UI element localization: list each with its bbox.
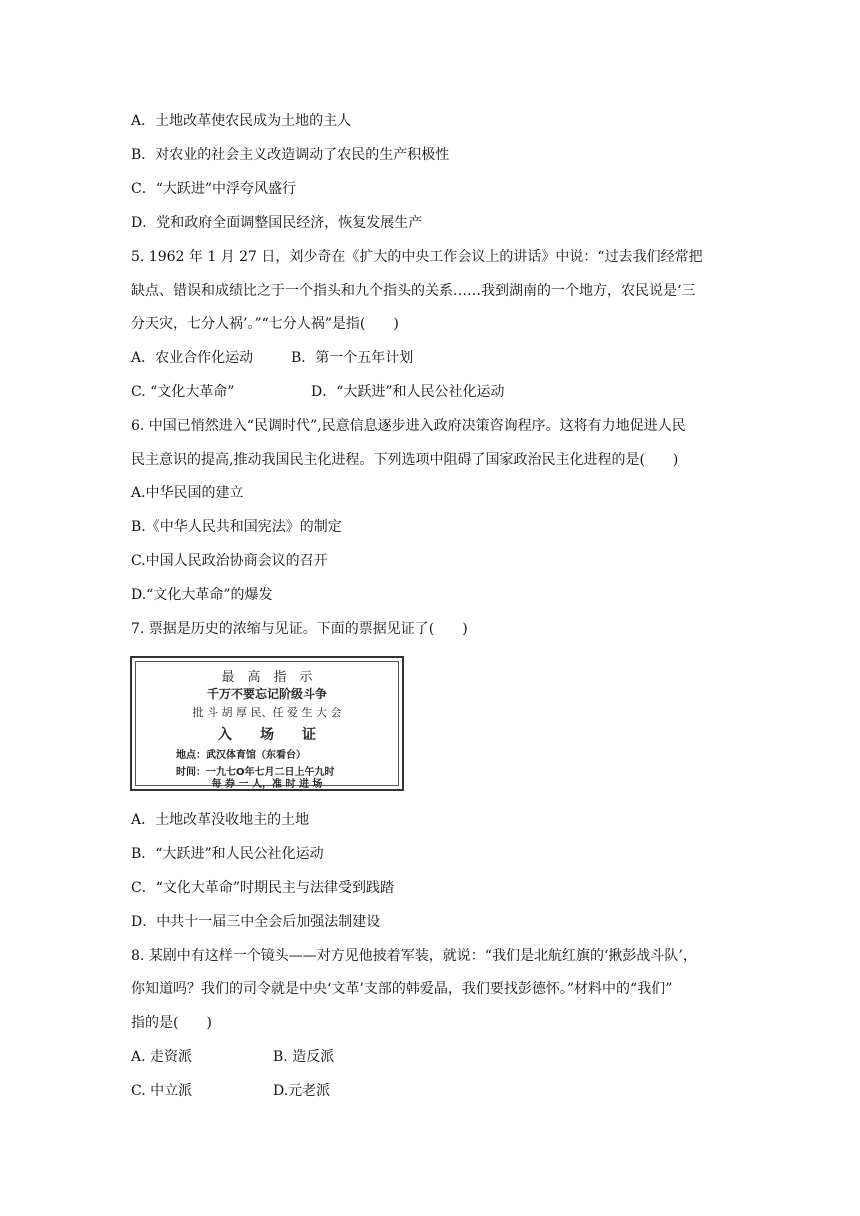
q8-stem-line-3: 指的是( )	[131, 1015, 212, 1031]
q4-option-d: D．党和政府全面调整国民经济，恢复发展生产	[131, 215, 423, 231]
q4-option-c: C．“大跃进”中浮夸风盛行	[131, 181, 297, 197]
q6-option-d: D.“文化大革命”的爆发	[131, 587, 273, 603]
q4-option-a: A．土地改革使农民成为土地的主人	[131, 113, 352, 129]
q5-stem-line-3: 分天灾，七分人祸’。”“七分人祸”是指( )	[131, 316, 399, 332]
ticket-title: 入 场 证	[218, 727, 316, 743]
q7-option-d: D．中共十一届三中全会后加强法制建设	[131, 914, 381, 930]
admission-ticket-image	[130, 656, 404, 791]
q6-option-a: A.中华民国的建立	[131, 485, 244, 501]
q8-option-b: B. 造反派	[273, 1049, 335, 1065]
q8-stem-line-2: 你知道吗？我们的司令就是中央‘文革’支部的韩爱晶，我们要找彭德怀。”材料中的“我们”	[131, 981, 673, 997]
ticket-inner-border	[135, 661, 399, 790]
q5-option-c: C. “文化大革命”	[131, 384, 235, 400]
q5-option-b: B．第一个五年计划	[291, 350, 414, 366]
q5-stem-line-1: 5. 1962 年 1 月 27 日，刘少奇在《扩大的中央工作会议上的讲话》中说：“过去我们经常把	[131, 249, 703, 265]
q6-option-c: C.中国人民政治协商会议的召开	[131, 553, 328, 569]
q7-stem: 7. 票据是历史的浓缩与见证。下面的票据见证了( )	[131, 621, 468, 637]
ticket-time: 时间：一九七O年七月二日上午九时	[176, 767, 335, 778]
q8-option-c: C. 中立派	[131, 1083, 193, 1099]
q6-stem-line-1: 6. 中国已悄然进入“民调时代”,民意信息逐步进入政府决策咨询程序。这将有力地促进人民	[131, 418, 686, 434]
ticket-location: 地点：武汉体育馆（东看台）	[176, 750, 306, 761]
q6-option-b: B.《中华人民共和国宪法》的制定	[131, 519, 342, 535]
q8-stem-line-1: 8. 某剧中有这样一个镜头——对方见他披着军装，就说：“我们是北航红旗的‘揪彭战斗队’，	[131, 948, 697, 964]
q5-stem-line-2: 缺点、错误和成绩比之于一个指头和九个指头的关系……我到湖南的一个地方，农民说是‘三	[131, 283, 696, 299]
q4-option-b: B．对农业的社会主义改造调动了农民的生产积极性	[131, 147, 450, 163]
ticket-note: 每 券 一 人，准 时 进 场	[211, 779, 323, 790]
q6-stem-line-2: 民主意识的提高,推动我国民主化进程。下列选项中阻碍了国家政治民主化进程的是( )	[131, 452, 679, 468]
q8-option-a: A. 走资派	[131, 1049, 193, 1065]
ticket-heading: 最 高 指 示	[221, 670, 313, 685]
q5-option-d: D．“大跃进”和人民公社化运动	[311, 384, 505, 400]
ticket-slogan: 千万不要忘记阶级斗争	[206, 687, 327, 701]
q7-option-a: A．土地改革没收地主的土地	[131, 812, 310, 828]
q7-option-b: B．“大跃进”和人民公社化运动	[131, 846, 324, 862]
ticket-event: 批 斗 胡 厚 民、任 爱 生 大 会	[192, 706, 342, 719]
q5-option-a: A．农业合作化运动	[131, 350, 254, 366]
q7-option-c: C．“文化大革命”时期民主与法律受到践踏	[131, 880, 395, 896]
q8-option-d: D.元老派	[273, 1083, 331, 1099]
